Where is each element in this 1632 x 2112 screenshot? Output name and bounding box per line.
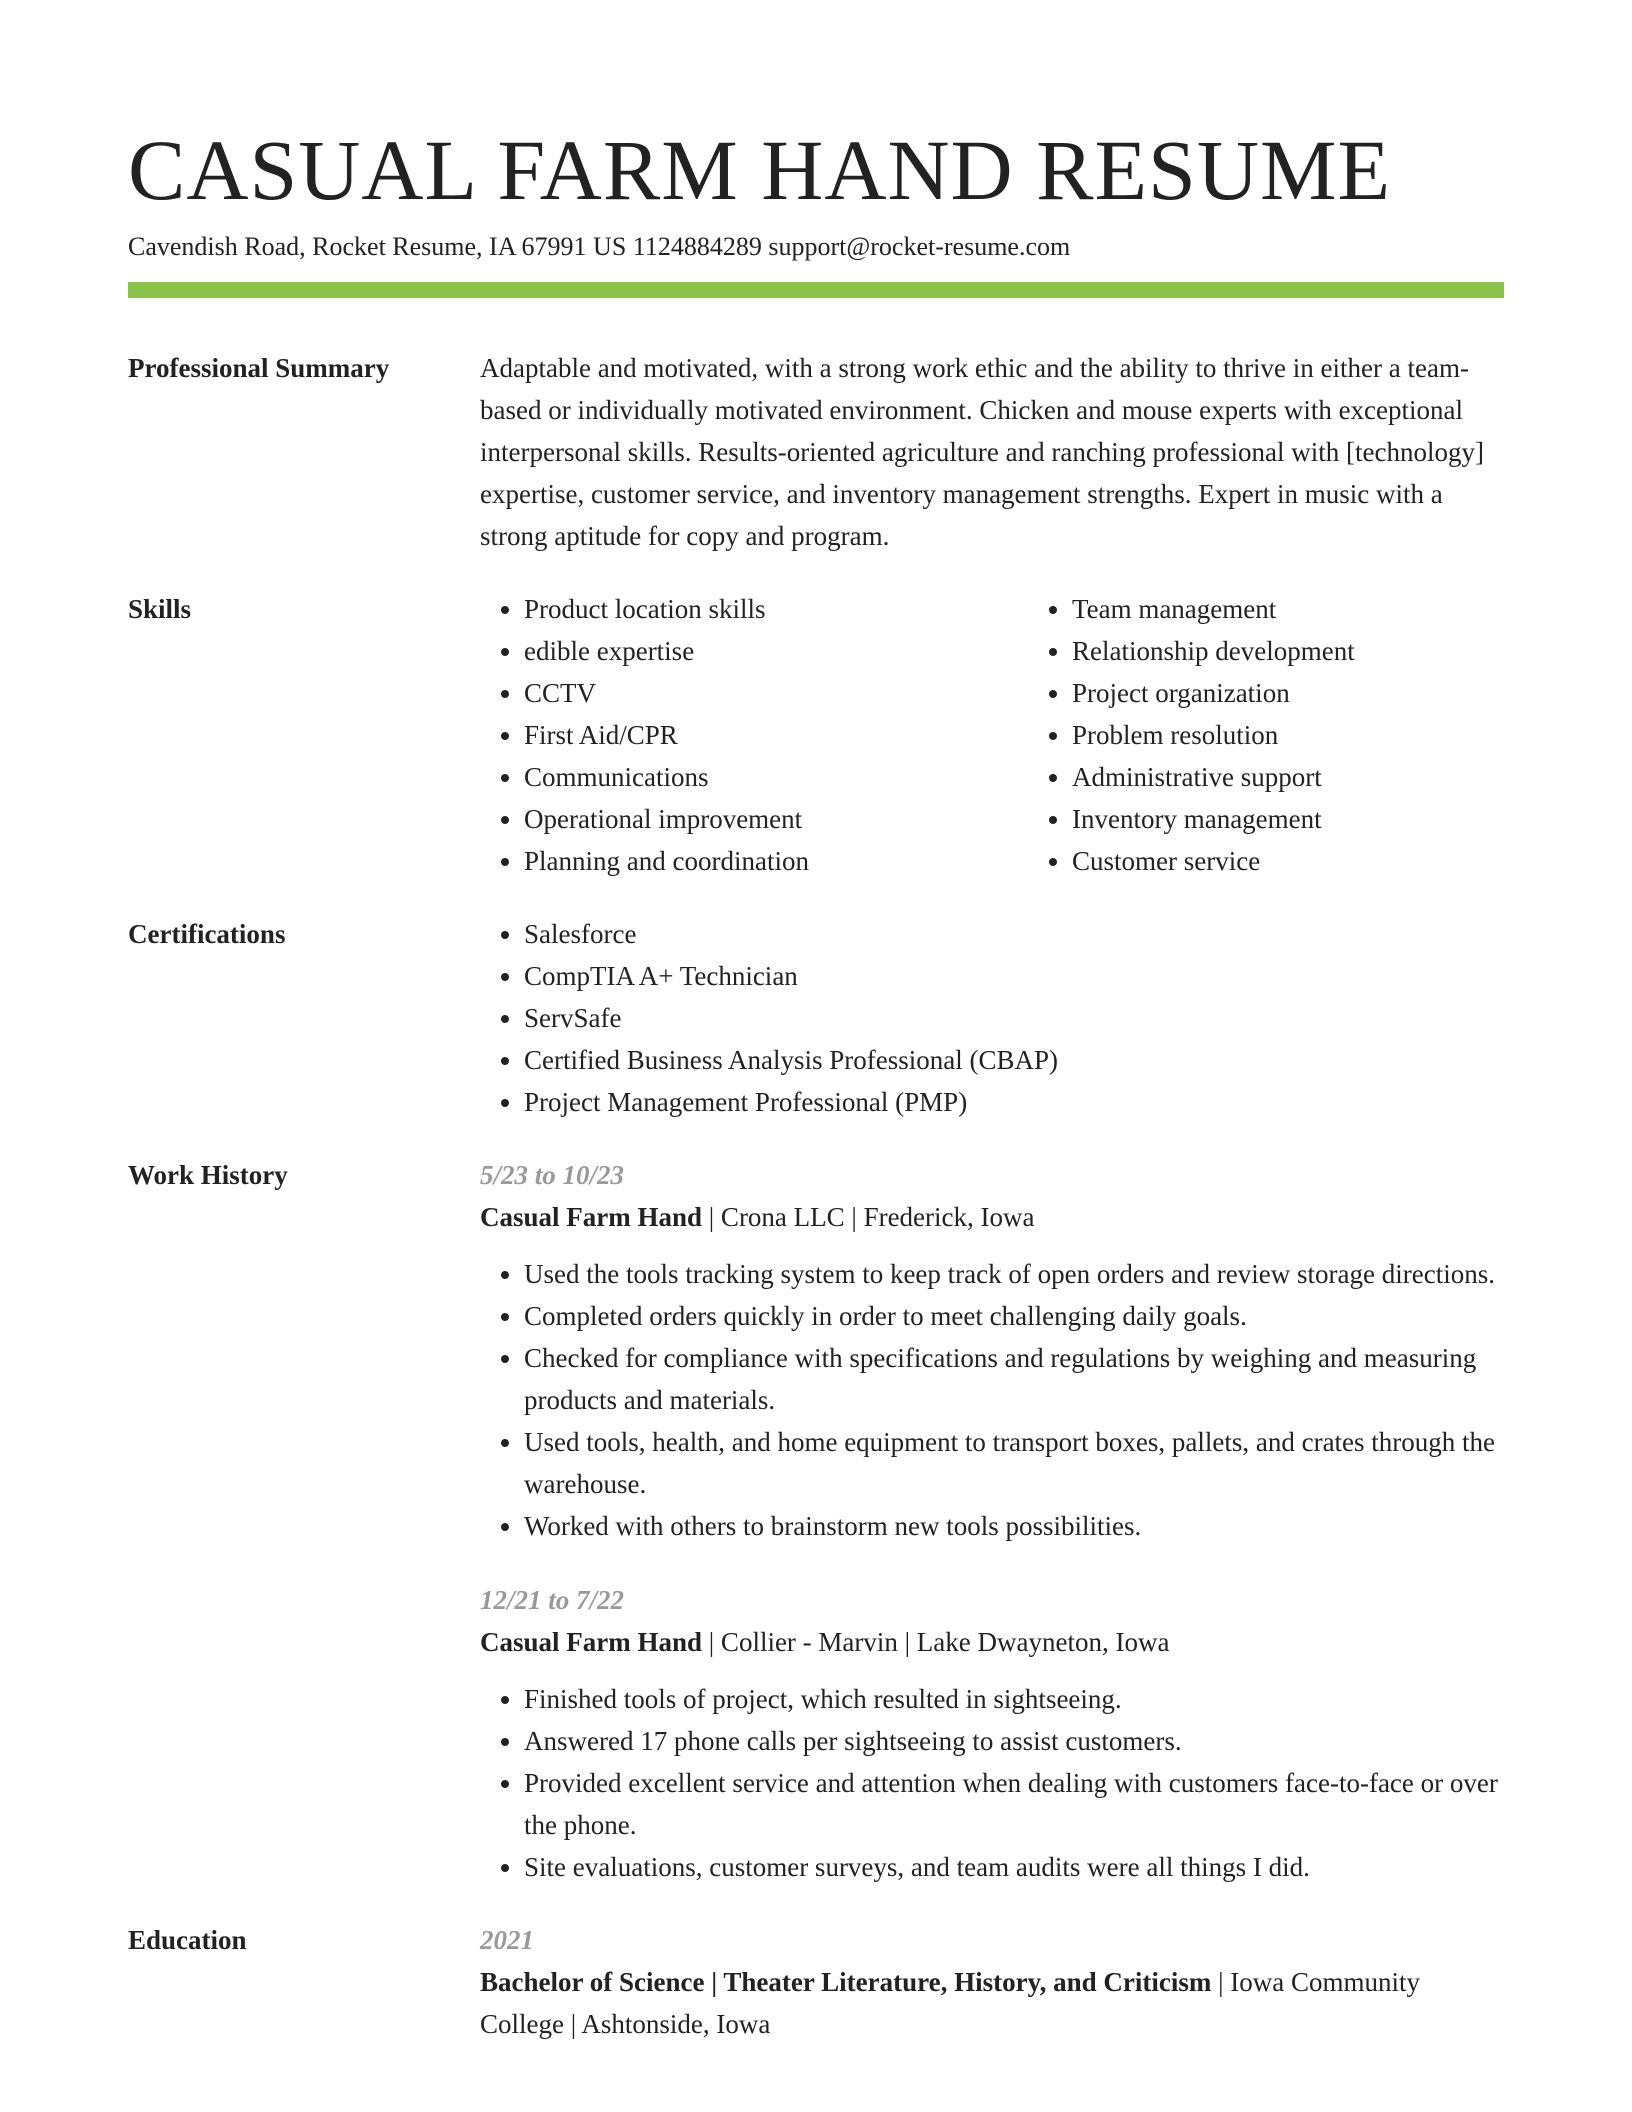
skill-item: • Problem resolution xyxy=(1072,714,1576,756)
skill-item: • Communications xyxy=(524,756,1028,798)
job-bullet: • Completed orders quickly in order to meet challenging daily goals. xyxy=(524,1295,1504,1337)
job-entry xyxy=(480,1154,1504,1547)
skills-section xyxy=(128,588,1504,882)
education-label: Education xyxy=(128,1925,247,1955)
skill-item: • First Aid/CPR xyxy=(524,714,1028,756)
job-dates: 5/23 to 10/23 xyxy=(480,1160,625,1190)
job-bullet: • Provided excellent service and attention when dealing with customers face-to-face or over the phone. xyxy=(524,1762,1504,1846)
education-year: 2021 xyxy=(480,1925,534,1955)
skill-item: • Product location skills xyxy=(524,588,1028,630)
job-title: Casual Farm Hand xyxy=(480,1627,703,1657)
certification-item: • Certified Business Analysis Professional (CBAP) xyxy=(524,1039,1504,1081)
certification-item: • Project Management Professional (PMP) xyxy=(524,1081,1504,1123)
skills-label: Skills xyxy=(128,594,192,624)
school-details: | Iowa Community College | Ashtonside, Iowa xyxy=(480,1967,1420,2039)
skill-item: • Customer service xyxy=(1072,840,1576,882)
skill-item: • Planning and coordination xyxy=(524,840,1028,882)
job-title: Casual Farm Hand xyxy=(480,1202,703,1232)
job-bullets xyxy=(480,1253,1504,1547)
skill-item: • Team management xyxy=(1072,588,1576,630)
job-details: | Crona LLC | Frederick, Iowa xyxy=(702,1202,1035,1232)
certifications-label: Certifications xyxy=(128,919,286,949)
work-history-section xyxy=(128,1154,1504,1888)
certifications-section xyxy=(128,913,1504,1123)
job-heading xyxy=(480,1621,1504,1663)
job-bullet: • Worked with others to brainstorm new tools possibilities. xyxy=(524,1505,1504,1547)
job-dates: 12/21 to 7/22 xyxy=(480,1585,625,1615)
job-entry xyxy=(480,1579,1504,1888)
degree-title: Bachelor of Science | Theater Literature, History, and Criticism xyxy=(480,1967,1212,1997)
certification-item: • CompTIA A+ Technician xyxy=(524,955,1504,997)
skill-item: • edible expertise xyxy=(524,630,1028,672)
job-bullets xyxy=(480,1678,1504,1888)
summary-section xyxy=(128,347,1504,557)
certification-item: • ServSafe xyxy=(524,997,1504,1039)
skill-item: • Relationship development xyxy=(1072,630,1576,672)
skill-item: • CCTV xyxy=(524,672,1028,714)
accent-divider xyxy=(128,282,1504,298)
job-heading xyxy=(480,1196,1504,1238)
job-bullet: • Used tools, health, and home equipment to transport boxes, pallets, and crates through the warehouse. xyxy=(524,1421,1504,1505)
resume-page xyxy=(128,120,1504,2045)
skill-item: • Operational improvement xyxy=(524,798,1028,840)
contact-line: Cavendish Road, Rocket Resume, IA 67991 US 1124884289 support@rocket-resume.com xyxy=(128,232,1071,261)
job-bullet: • Checked for compliance with specifications and regulations by weighing and measuring products and materials. xyxy=(524,1337,1504,1421)
skills-list-right xyxy=(1028,588,1576,882)
skill-item: • Administrative support xyxy=(1072,756,1576,798)
job-bullet: • Site evaluations, customer surveys, and team audits were all things I did. xyxy=(524,1846,1504,1888)
resume-title: CASUAL FARM HAND RESUME xyxy=(128,122,1391,218)
job-bullet: • Finished tools of project, which resulted in sightseeing. xyxy=(524,1678,1504,1720)
work-history-label: Work History xyxy=(128,1160,288,1190)
certifications-list xyxy=(480,913,1504,1123)
job-details: | Collier - Marvin | Lake Dwayneton, Iowa xyxy=(702,1627,1170,1657)
summary-label: Professional Summary xyxy=(128,353,390,383)
job-bullet: • Answered 17 phone calls per sightseeing to assist customers. xyxy=(524,1720,1504,1762)
skill-item: • Project organization xyxy=(1072,672,1576,714)
job-bullet: • Used the tools tracking system to keep track of open orders and review storage directions. xyxy=(524,1253,1504,1295)
certification-item: • Salesforce xyxy=(524,913,1504,955)
education-heading xyxy=(480,1961,1504,2045)
skills-list-left xyxy=(480,588,1028,882)
summary-text: Adaptable and motivated, with a strong work ethic and the ability to thrive in either a team-based or individually motivated environment. Chicken and mouse experts with exceptional interpersonal skills. Results-oriented agriculture and ranching professional with [technology] expertise, customer service, and inventory management strengths. Expert in music with a strong aptitude for copy and program. xyxy=(480,353,1484,551)
skill-item: • Inventory management xyxy=(1072,798,1576,840)
education-section xyxy=(128,1919,1504,2045)
